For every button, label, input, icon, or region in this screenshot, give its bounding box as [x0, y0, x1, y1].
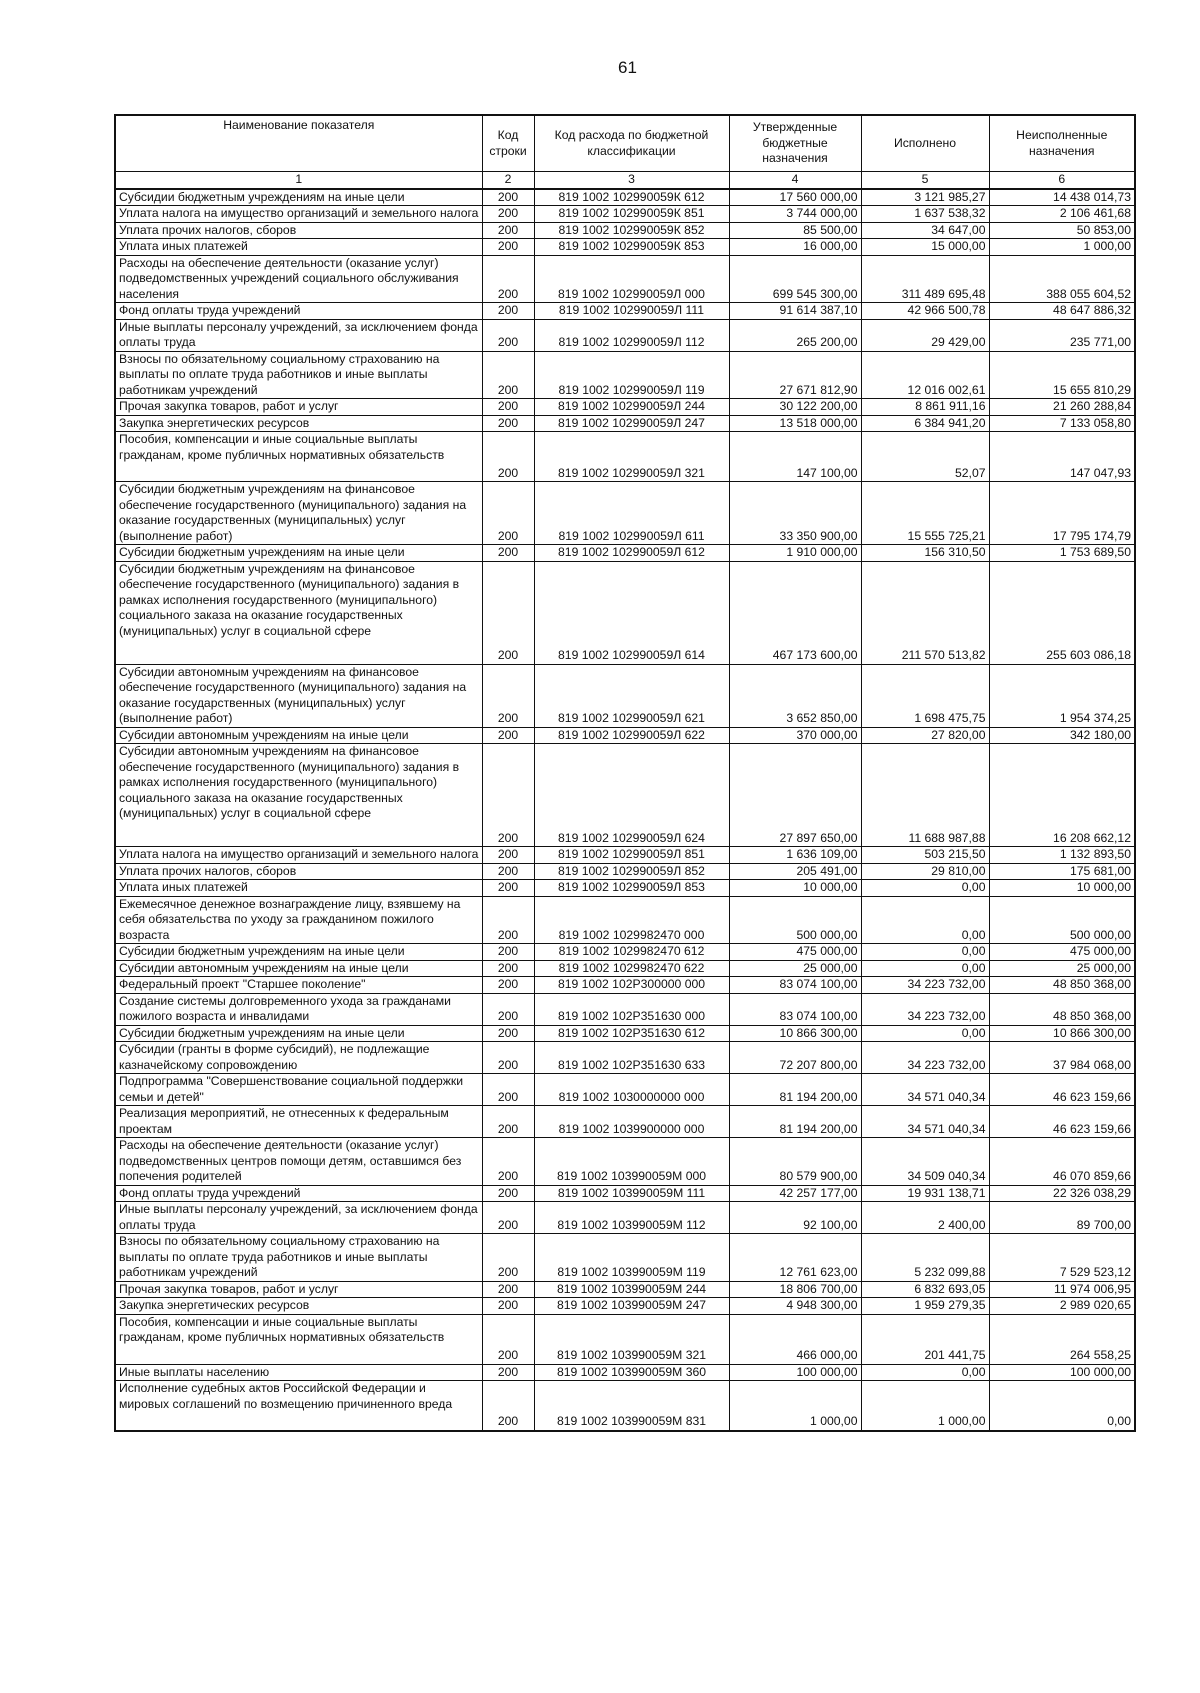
approved-amount: 81 194 200,00 [729, 1106, 861, 1138]
column-number-row [115, 172, 1135, 189]
approved-amount: 91 614 387,10 [729, 303, 861, 320]
unexecuted-amount: 7 529 523,12 [989, 1234, 1135, 1282]
approved-amount: 205 491,00 [729, 863, 861, 880]
header-name: Наименование показателя [115, 115, 482, 172]
table-row [115, 977, 1135, 994]
table-row [115, 303, 1135, 320]
indicator-name: Реализация мероприятий, не отнесенных к федеральным проектам [115, 1106, 482, 1138]
row-code: 200 [482, 1281, 534, 1298]
executed-amount: 311 489 695,48 [861, 255, 989, 303]
unexecuted-amount: 10 000,00 [989, 880, 1135, 897]
row-code: 200 [482, 415, 534, 432]
row-code: 200 [482, 960, 534, 977]
indicator-name: Уплата иных платежей [115, 239, 482, 256]
row-code: 200 [482, 561, 534, 664]
expense-code: 819 1002 102990059К 851 [534, 206, 729, 223]
unexecuted-amount: 255 603 086,18 [989, 561, 1135, 664]
row-code: 200 [482, 727, 534, 744]
executed-amount: 503 215,50 [861, 847, 989, 864]
executed-amount: 8 861 911,16 [861, 399, 989, 416]
row-code: 200 [482, 255, 534, 303]
unexecuted-amount: 46 070 859,66 [989, 1138, 1135, 1186]
unexecuted-amount: 1 132 893,50 [989, 847, 1135, 864]
executed-amount: 0,00 [861, 944, 989, 961]
unexecuted-amount: 46 623 159,66 [989, 1106, 1135, 1138]
header-row-code: Код строки [482, 115, 534, 172]
expense-code: 819 1002 103990059М 831 [534, 1381, 729, 1431]
approved-amount: 80 579 900,00 [729, 1138, 861, 1186]
approved-amount: 100 000,00 [729, 1364, 861, 1381]
approved-amount: 72 207 800,00 [729, 1042, 861, 1074]
table-row [115, 960, 1135, 977]
expense-code: 819 1002 103990059М 244 [534, 1281, 729, 1298]
unexecuted-amount: 235 771,00 [989, 319, 1135, 351]
table-row [115, 1042, 1135, 1074]
row-code: 200 [482, 664, 534, 727]
row-code: 200 [482, 1381, 534, 1431]
row-code: 200 [482, 1106, 534, 1138]
approved-amount: 4 948 300,00 [729, 1298, 861, 1315]
unexecuted-amount: 89 700,00 [989, 1202, 1135, 1234]
row-code: 200 [482, 863, 534, 880]
unexecuted-amount: 10 866 300,00 [989, 1025, 1135, 1042]
approved-amount: 3 652 850,00 [729, 664, 861, 727]
indicator-name: Взносы по обязательному социальному страхованию на выплаты по оплате труда работников и иные выплаты работникам учреждений [115, 1234, 482, 1282]
expense-code: 819 1002 102990059Л 612 [534, 545, 729, 562]
expense-code: 819 1002 102990059Л 851 [534, 847, 729, 864]
approved-amount: 27 671 812,90 [729, 351, 861, 399]
column-number: 2 [482, 172, 534, 189]
executed-amount: 211 570 513,82 [861, 561, 989, 664]
table-row [115, 432, 1135, 482]
expense-code: 819 1002 1029982470 612 [534, 944, 729, 961]
table-row [115, 189, 1135, 206]
indicator-name: Пособия, компенсации и иные социальные выплаты гражданам, кроме публичных нормативных обязательств [115, 432, 482, 482]
row-code: 200 [482, 1298, 534, 1315]
indicator-name: Закупка энергетических ресурсов [115, 415, 482, 432]
executed-amount: 29 429,00 [861, 319, 989, 351]
approved-amount: 10 866 300,00 [729, 1025, 861, 1042]
expense-code: 819 1002 102990059К 852 [534, 222, 729, 239]
executed-amount: 42 966 500,78 [861, 303, 989, 320]
executed-amount: 0,00 [861, 1025, 989, 1042]
header-approved: Утвержденные бюджетные назначения [729, 115, 861, 172]
expense-code: 819 1002 102990059Л 112 [534, 319, 729, 351]
executed-amount: 6 384 941,20 [861, 415, 989, 432]
approved-amount: 81 194 200,00 [729, 1074, 861, 1106]
header-unexecuted: Неисполненные назначения [989, 115, 1135, 172]
page-number: 61 [618, 58, 637, 77]
table-row [115, 896, 1135, 944]
unexecuted-amount: 175 681,00 [989, 863, 1135, 880]
indicator-name: Субсидии бюджетным учреждениям на финансовое обеспечение государственного (муниципального) задания на оказание государственных (муниципальных) услуг (выполнение работ) [115, 482, 482, 545]
row-code: 200 [482, 1202, 534, 1234]
executed-amount: 0,00 [861, 880, 989, 897]
expense-code: 819 1002 103990059М 247 [534, 1298, 729, 1315]
executed-amount: 12 016 002,61 [861, 351, 989, 399]
indicator-name: Исполнение судебных актов Российской Федерации и мировых соглашений по возмещению причиненного вреда [115, 1381, 482, 1431]
expense-code: 819 1002 103990059М 000 [534, 1138, 729, 1186]
executed-amount: 19 931 138,71 [861, 1185, 989, 1202]
table-row [115, 1281, 1135, 1298]
approved-amount: 85 500,00 [729, 222, 861, 239]
approved-amount: 3 744 000,00 [729, 206, 861, 223]
column-number: 4 [729, 172, 861, 189]
executed-amount: 2 400,00 [861, 1202, 989, 1234]
unexecuted-amount: 48 850 368,00 [989, 977, 1135, 994]
indicator-name: Субсидии бюджетным учреждениям на иные цели [115, 189, 482, 206]
executed-amount: 15 555 725,21 [861, 482, 989, 545]
unexecuted-amount: 37 984 068,00 [989, 1042, 1135, 1074]
expense-code: 819 1002 102990059Л 247 [534, 415, 729, 432]
unexecuted-amount: 264 558,25 [989, 1314, 1135, 1364]
expense-code: 819 1002 102990059К 853 [534, 239, 729, 256]
column-number: 3 [534, 172, 729, 189]
table-row [115, 1234, 1135, 1282]
row-code: 200 [482, 1185, 534, 1202]
expense-code: 819 1002 1030000000 000 [534, 1074, 729, 1106]
indicator-name: Закупка энергетических ресурсов [115, 1298, 482, 1315]
row-code: 200 [482, 1364, 534, 1381]
executed-amount: 52,07 [861, 432, 989, 482]
table-row [115, 847, 1135, 864]
table-row [115, 351, 1135, 399]
row-code: 200 [482, 1074, 534, 1106]
table-row [115, 399, 1135, 416]
row-code: 200 [482, 880, 534, 897]
indicator-name: Субсидии автономным учреждениям на финансовое обеспечение государственного (муниципального) задания на оказание государственных (муниципальных) услуг (выполнение работ) [115, 664, 482, 727]
approved-amount: 27 897 650,00 [729, 744, 861, 847]
table-row [115, 255, 1135, 303]
approved-amount: 33 350 900,00 [729, 482, 861, 545]
row-code: 200 [482, 432, 534, 482]
executed-amount: 1 637 538,32 [861, 206, 989, 223]
row-code: 200 [482, 206, 534, 223]
indicator-name: Иные выплаты персоналу учреждений, за исключением фонда оплаты труда [115, 1202, 482, 1234]
row-code: 200 [482, 222, 534, 239]
unexecuted-amount: 475 000,00 [989, 944, 1135, 961]
executed-amount: 0,00 [861, 896, 989, 944]
approved-amount: 83 074 100,00 [729, 993, 861, 1025]
approved-amount: 1 000,00 [729, 1381, 861, 1431]
expense-code: 819 1002 102Р351630 000 [534, 993, 729, 1025]
header-kbk: Код расхода по бюджетной классификации [534, 115, 729, 172]
table-row [115, 319, 1135, 351]
approved-amount: 466 000,00 [729, 1314, 861, 1364]
expense-code: 819 1002 1029982470 000 [534, 896, 729, 944]
indicator-name: Ежемесячное денежное вознаграждение лицу, взявшему на себя обязательства по уходу за гражданином пожилого возраста [115, 896, 482, 944]
expense-code: 819 1002 102990059Л 321 [534, 432, 729, 482]
header-executed: Исполнено [861, 115, 989, 172]
unexecuted-amount: 7 133 058,80 [989, 415, 1135, 432]
table-row [115, 1381, 1135, 1431]
row-code: 200 [482, 1314, 534, 1364]
indicator-name: Субсидии бюджетным учреждениям на финансовое обеспечение государственного (муниципального) задания в рамках исполнения государственного (муниципального) социального заказа на оказание государственных (муниципальных) услуг в социальной сфере [115, 561, 482, 664]
expense-code: 819 1002 102990059Л 000 [534, 255, 729, 303]
expense-code: 819 1002 102Р351630 633 [534, 1042, 729, 1074]
unexecuted-amount: 342 180,00 [989, 727, 1135, 744]
unexecuted-amount: 22 326 038,29 [989, 1185, 1135, 1202]
expense-code: 819 1002 102990059Л 119 [534, 351, 729, 399]
indicator-name: Субсидии (гранты в форме субсидий), не подлежащие казначейскому сопровождению [115, 1042, 482, 1074]
approved-amount: 16 000,00 [729, 239, 861, 256]
unexecuted-amount: 388 055 604,52 [989, 255, 1135, 303]
column-number: 5 [861, 172, 989, 189]
table-row [115, 561, 1135, 664]
approved-amount: 10 000,00 [729, 880, 861, 897]
row-code: 200 [482, 1138, 534, 1186]
table-row [115, 1074, 1135, 1106]
approved-amount: 370 000,00 [729, 727, 861, 744]
approved-amount: 17 560 000,00 [729, 189, 861, 206]
indicator-name: Создание системы долговременного ухода за гражданами пожилого возраста и инвалидами [115, 993, 482, 1025]
table-row [115, 863, 1135, 880]
executed-amount: 34 571 040,34 [861, 1106, 989, 1138]
row-code: 200 [482, 1042, 534, 1074]
unexecuted-amount: 46 623 159,66 [989, 1074, 1135, 1106]
row-code: 200 [482, 944, 534, 961]
executed-amount: 34 223 732,00 [861, 977, 989, 994]
expense-code: 819 1002 103990059М 321 [534, 1314, 729, 1364]
row-code: 200 [482, 399, 534, 416]
indicator-name: Субсидии бюджетным учреждениям на иные цели [115, 545, 482, 562]
row-code: 200 [482, 319, 534, 351]
indicator-name: Субсидии автономным учреждениям на иные цели [115, 960, 482, 977]
indicator-name: Субсидии автономным учреждениям на иные цели [115, 727, 482, 744]
expense-code: 819 1002 102990059Л 853 [534, 880, 729, 897]
indicator-name: Пособия, компенсации и иные социальные выплаты гражданам, кроме публичных нормативных обязательств [115, 1314, 482, 1364]
column-number: 1 [115, 172, 482, 189]
table-row [115, 1202, 1135, 1234]
table-row [115, 1364, 1135, 1381]
row-code: 200 [482, 744, 534, 847]
unexecuted-amount: 500 000,00 [989, 896, 1135, 944]
expense-code: 819 1002 102990059Л 111 [534, 303, 729, 320]
executed-amount: 34 223 732,00 [861, 1042, 989, 1074]
indicator-name: Фонд оплаты труда учреждений [115, 1185, 482, 1202]
executed-amount: 0,00 [861, 1364, 989, 1381]
indicator-name: Фонд оплаты труда учреждений [115, 303, 482, 320]
executed-amount: 1 959 279,35 [861, 1298, 989, 1315]
table-row [115, 993, 1135, 1025]
executed-amount: 6 832 693,05 [861, 1281, 989, 1298]
unexecuted-amount: 50 853,00 [989, 222, 1135, 239]
expense-code: 819 1002 102Р300000 000 [534, 977, 729, 994]
executed-amount: 15 000,00 [861, 239, 989, 256]
approved-amount: 265 200,00 [729, 319, 861, 351]
indicator-name: Взносы по обязательному социальному страхованию на выплаты по оплате труда работников и иные выплаты работникам учреждений [115, 351, 482, 399]
table-row [115, 206, 1135, 223]
executed-amount: 1 698 475,75 [861, 664, 989, 727]
executed-amount: 34 571 040,34 [861, 1074, 989, 1106]
approved-amount: 1 636 109,00 [729, 847, 861, 864]
unexecuted-amount: 15 655 810,29 [989, 351, 1135, 399]
unexecuted-amount: 16 208 662,12 [989, 744, 1135, 847]
unexecuted-amount: 147 047,93 [989, 432, 1135, 482]
approved-amount: 42 257 177,00 [729, 1185, 861, 1202]
unexecuted-amount: 1 000,00 [989, 239, 1135, 256]
table-row [115, 415, 1135, 432]
row-code: 200 [482, 351, 534, 399]
row-code: 200 [482, 993, 534, 1025]
unexecuted-amount: 2 989 020,65 [989, 1298, 1135, 1315]
approved-amount: 500 000,00 [729, 896, 861, 944]
table-row [115, 482, 1135, 545]
unexecuted-amount: 17 795 174,79 [989, 482, 1135, 545]
row-code: 200 [482, 303, 534, 320]
indicator-name: Иные выплаты населению [115, 1364, 482, 1381]
unexecuted-amount: 100 000,00 [989, 1364, 1135, 1381]
unexecuted-amount: 48 850 368,00 [989, 993, 1135, 1025]
table-row [115, 545, 1135, 562]
row-code: 200 [482, 847, 534, 864]
expense-code: 819 1002 102990059Л 244 [534, 399, 729, 416]
executed-amount: 1 000,00 [861, 1381, 989, 1431]
indicator-name: Подпрограмма "Совершенствование социальной поддержки семьи и детей" [115, 1074, 482, 1106]
approved-amount: 12 761 623,00 [729, 1234, 861, 1282]
column-number: 6 [989, 172, 1135, 189]
unexecuted-amount: 48 647 886,32 [989, 303, 1135, 320]
indicator-name: Прочая закупка товаров, работ и услуг [115, 1281, 482, 1298]
indicator-name: Уплата иных платежей [115, 880, 482, 897]
indicator-name: Иные выплаты персоналу учреждений, за исключением фонда оплаты труда [115, 319, 482, 351]
unexecuted-amount: 11 974 006,95 [989, 1281, 1135, 1298]
row-code: 200 [482, 1025, 534, 1042]
indicator-name: Субсидии бюджетным учреждениям на иные цели [115, 1025, 482, 1042]
approved-amount: 83 074 100,00 [729, 977, 861, 994]
unexecuted-amount: 14 438 014,73 [989, 189, 1135, 206]
approved-amount: 92 100,00 [729, 1202, 861, 1234]
executed-amount: 27 820,00 [861, 727, 989, 744]
unexecuted-amount: 21 260 288,84 [989, 399, 1135, 416]
executed-amount: 3 121 985,27 [861, 189, 989, 206]
expense-code: 819 1002 102990059Л 622 [534, 727, 729, 744]
approved-amount: 699 545 300,00 [729, 255, 861, 303]
expense-code: 819 1002 102990059К 612 [534, 189, 729, 206]
table-row [115, 1314, 1135, 1364]
executed-amount: 11 688 987,88 [861, 744, 989, 847]
indicator-name: Уплата прочих налогов, сборов [115, 222, 482, 239]
executed-amount: 34 509 040,34 [861, 1138, 989, 1186]
approved-amount: 25 000,00 [729, 960, 861, 977]
table-row [115, 1185, 1135, 1202]
expense-code: 819 1002 102Р351630 612 [534, 1025, 729, 1042]
executed-amount: 201 441,75 [861, 1314, 989, 1364]
table-row [115, 727, 1135, 744]
indicator-name: Расходы на обеспечение деятельности (оказание услуг) подведомственных учреждений социального обслуживания населения [115, 255, 482, 303]
expense-code: 819 1002 103990059М 112 [534, 1202, 729, 1234]
approved-amount: 30 122 200,00 [729, 399, 861, 416]
table-header [115, 115, 1135, 189]
indicator-name: Уплата прочих налогов, сборов [115, 863, 482, 880]
indicator-name: Федеральный проект "Старшее поколение" [115, 977, 482, 994]
budget-execution-table [114, 114, 1136, 1432]
executed-amount: 156 310,50 [861, 545, 989, 562]
row-code: 200 [482, 977, 534, 994]
executed-amount: 34 223 732,00 [861, 993, 989, 1025]
table-row [115, 1025, 1135, 1042]
unexecuted-amount: 1 753 689,50 [989, 545, 1135, 562]
table-row [115, 222, 1135, 239]
row-code: 200 [482, 545, 534, 562]
approved-amount: 18 806 700,00 [729, 1281, 861, 1298]
table-row [115, 239, 1135, 256]
executed-amount: 0,00 [861, 960, 989, 977]
row-code: 200 [482, 482, 534, 545]
expense-code: 819 1002 102990059Л 611 [534, 482, 729, 545]
table-body [115, 189, 1135, 1431]
approved-amount: 1 910 000,00 [729, 545, 861, 562]
executed-amount: 29 810,00 [861, 863, 989, 880]
expense-code: 819 1002 102990059Л 624 [534, 744, 729, 847]
unexecuted-amount: 1 954 374,25 [989, 664, 1135, 727]
unexecuted-amount: 25 000,00 [989, 960, 1135, 977]
executed-amount: 34 647,00 [861, 222, 989, 239]
indicator-name: Расходы на обеспечение деятельности (оказание услуг) подведомственных центров помощи детям, оставшимся без попечения родителей [115, 1138, 482, 1186]
table-row [115, 744, 1135, 847]
expense-code: 819 1002 102990059Л 852 [534, 863, 729, 880]
expense-code: 819 1002 102990059Л 614 [534, 561, 729, 664]
row-code: 200 [482, 1234, 534, 1282]
expense-code: 819 1002 1029982470 622 [534, 960, 729, 977]
indicator-name: Субсидии бюджетным учреждениям на иные цели [115, 944, 482, 961]
executed-amount: 5 232 099,88 [861, 1234, 989, 1282]
row-code: 200 [482, 896, 534, 944]
unexecuted-amount: 2 106 461,68 [989, 206, 1135, 223]
table-row [115, 1298, 1135, 1315]
table-row [115, 664, 1135, 727]
expense-code: 819 1002 103990059М 119 [534, 1234, 729, 1282]
expense-code: 819 1002 1039900000 000 [534, 1106, 729, 1138]
approved-amount: 13 518 000,00 [729, 415, 861, 432]
expense-code: 819 1002 103990059М 111 [534, 1185, 729, 1202]
indicator-name: Уплата налога на имущество организаций и земельного налога [115, 206, 482, 223]
approved-amount: 475 000,00 [729, 944, 861, 961]
row-code: 200 [482, 239, 534, 256]
table-row [115, 1138, 1135, 1186]
indicator-name: Субсидии автономным учреждениям на финансовое обеспечение государственного (муниципального) задания в рамках исполнения государственного (муниципального) социального заказа на оказание государственных (муниципальных) услуг в социальной сфере [115, 744, 482, 847]
unexecuted-amount: 0,00 [989, 1381, 1135, 1431]
approved-amount: 147 100,00 [729, 432, 861, 482]
approved-amount: 467 173 600,00 [729, 561, 861, 664]
indicator-name: Уплата налога на имущество организаций и земельного налога [115, 847, 482, 864]
table-row [115, 1106, 1135, 1138]
expense-code: 819 1002 103990059М 360 [534, 1364, 729, 1381]
row-code: 200 [482, 189, 534, 206]
table-row [115, 880, 1135, 897]
expense-code: 819 1002 102990059Л 621 [534, 664, 729, 727]
indicator-name: Прочая закупка товаров, работ и услуг [115, 399, 482, 416]
table-row [115, 944, 1135, 961]
